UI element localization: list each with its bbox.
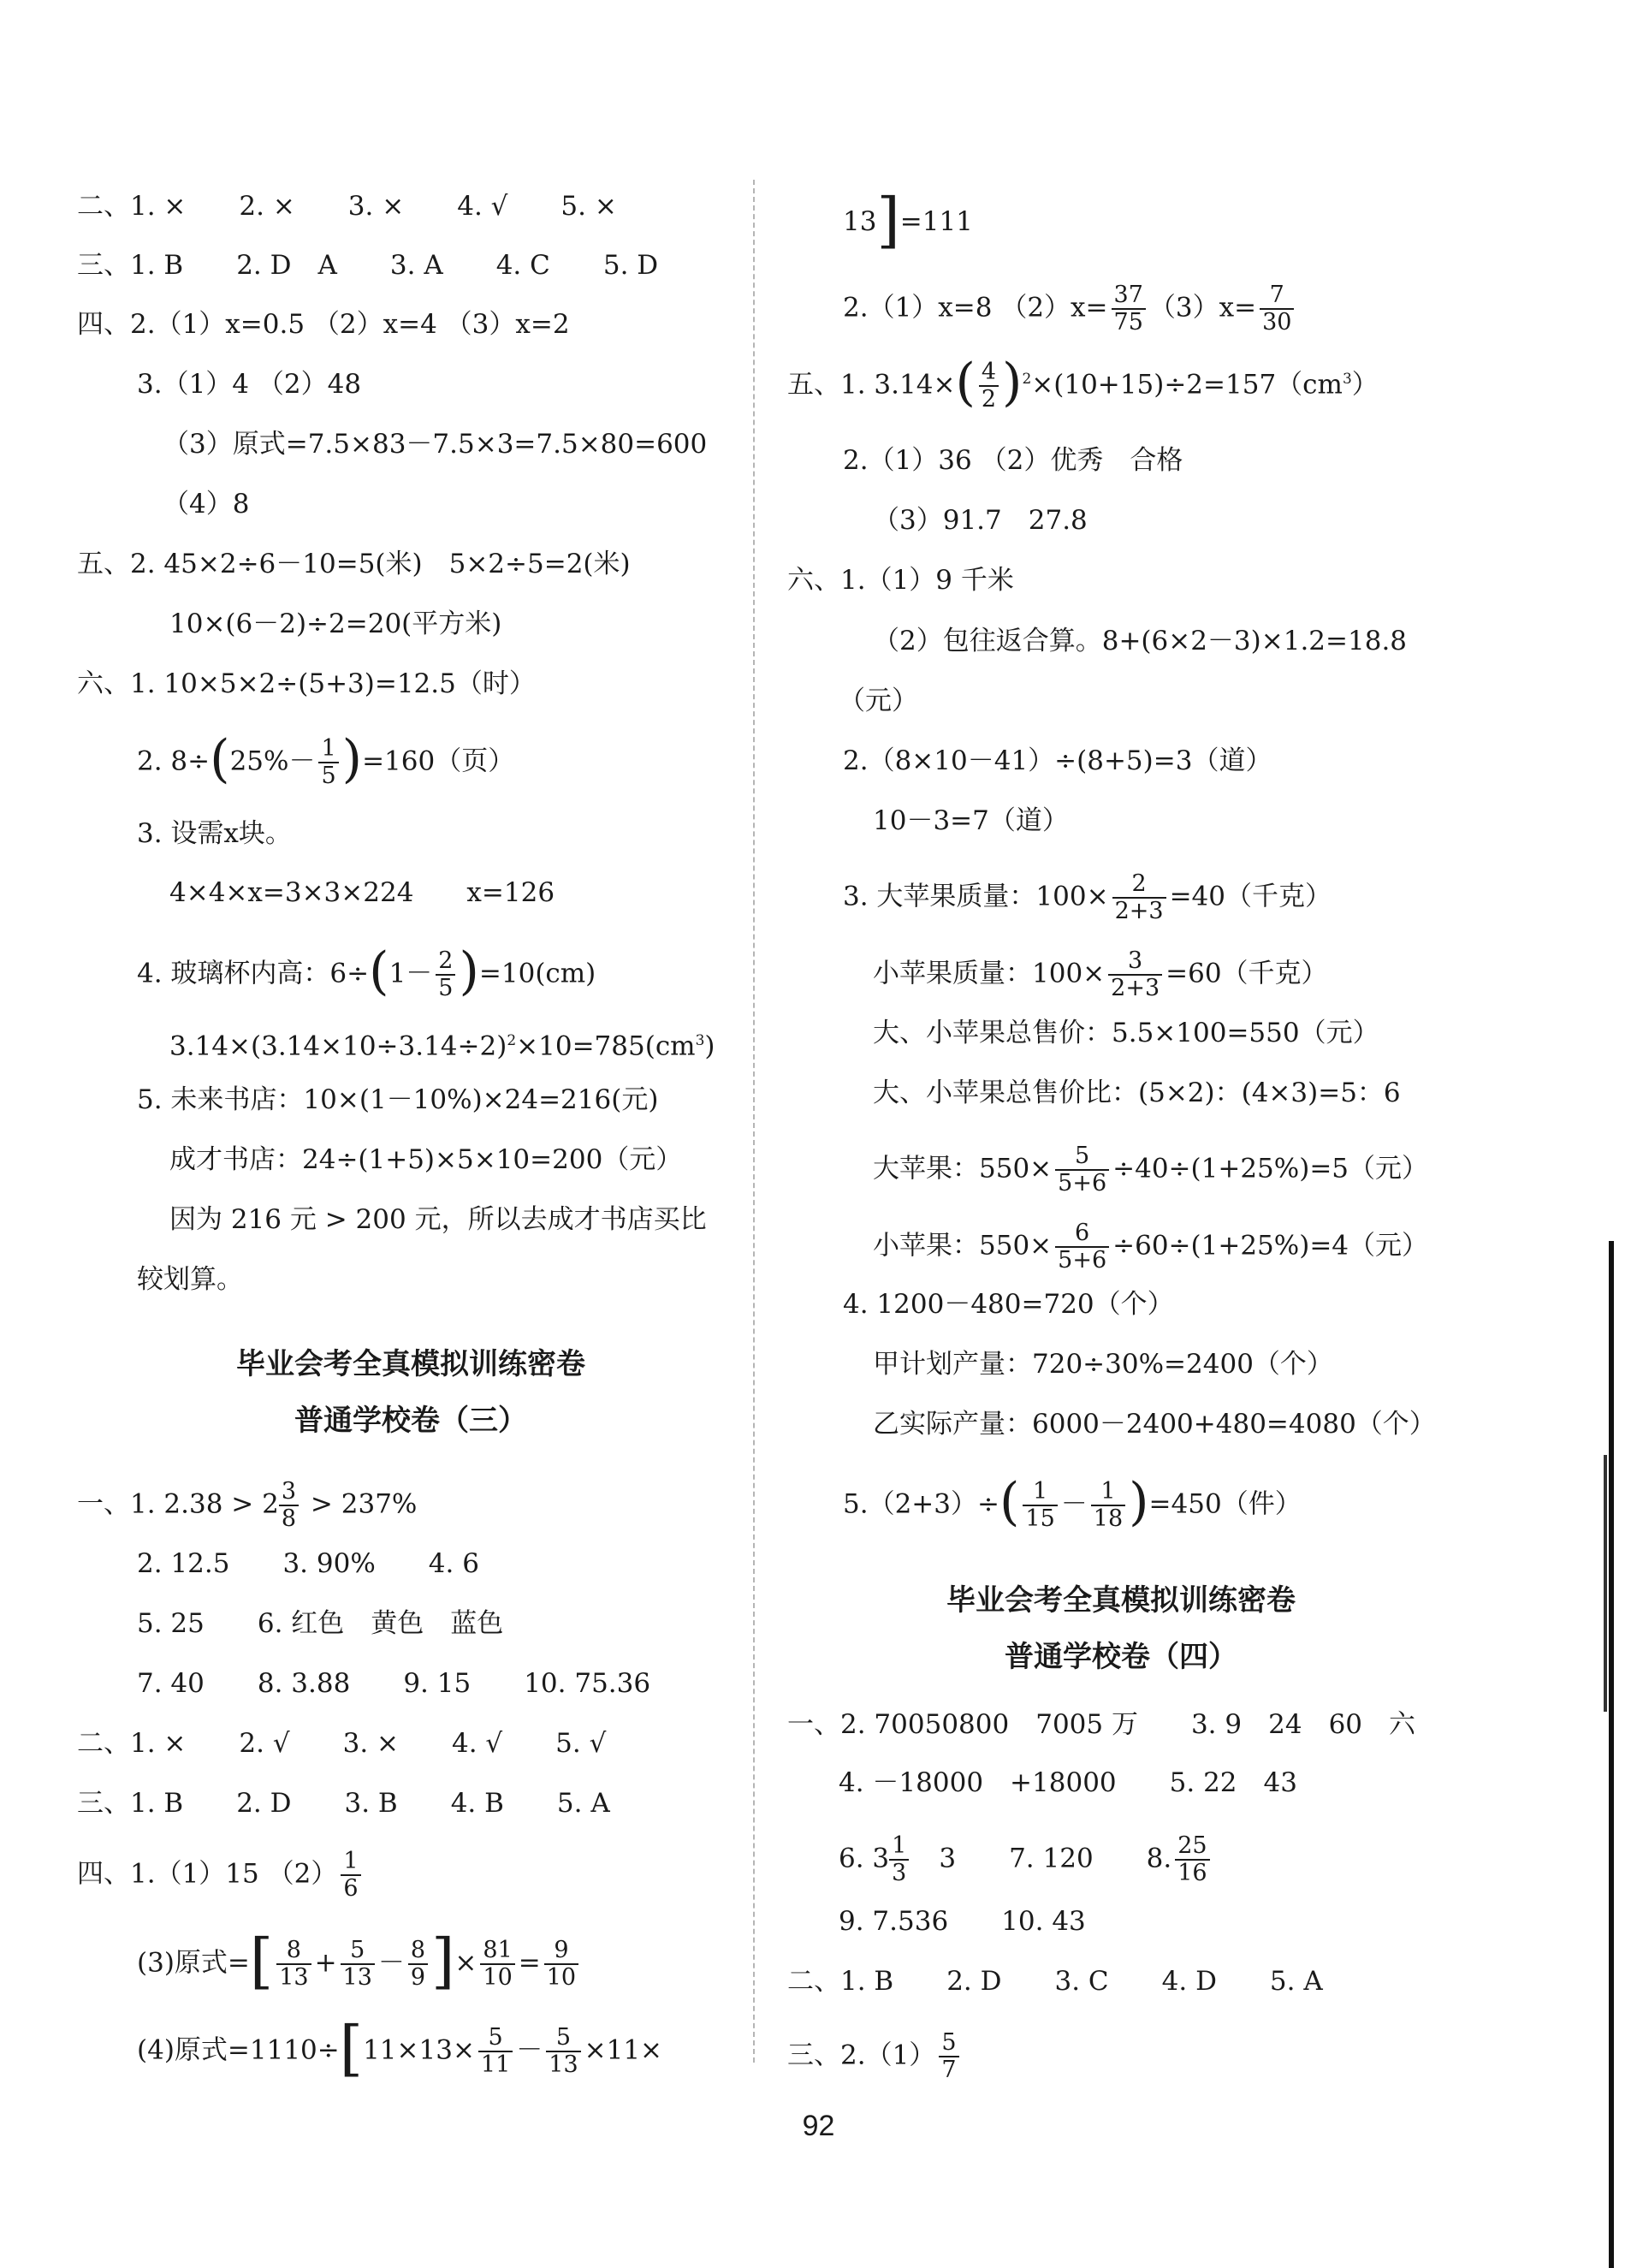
numerator: 4 bbox=[979, 359, 999, 387]
text: 3 7. 120 8. bbox=[912, 1843, 1172, 1874]
text: =111 bbox=[899, 206, 973, 237]
answer-line: 3.（1）4 （2）48 bbox=[137, 369, 362, 400]
text: ） bbox=[1351, 369, 1379, 401]
numerator: 81 bbox=[480, 1938, 514, 1965]
section-subheading: 普通学校卷（四） bbox=[1005, 1640, 1237, 1674]
bracket: ] bbox=[876, 184, 900, 255]
answer-line: 4. －18000 +18000 5. 22 43 bbox=[839, 1767, 1297, 1798]
denominator: 3 bbox=[892, 1860, 907, 1886]
answer-line bbox=[137, 729, 515, 789]
text: > 237% bbox=[302, 1488, 418, 1520]
answer-line bbox=[787, 2030, 963, 2083]
text: 小苹果质量：100× bbox=[873, 958, 1106, 989]
answer-line: 甲计划产量：720÷30%=2400（个） bbox=[873, 1349, 1333, 1380]
denominator: 10 bbox=[483, 1964, 513, 1991]
section-heading: 毕业会考全真模拟训练密卷 bbox=[946, 1583, 1296, 1618]
text: (3)原式= bbox=[137, 1947, 250, 1979]
answer-line bbox=[843, 282, 1297, 335]
paren: ( bbox=[210, 729, 230, 789]
numerator: 1 bbox=[1091, 1479, 1125, 1506]
answer-line bbox=[873, 948, 1328, 1001]
bracket: ] bbox=[431, 1926, 455, 1996]
answer-line: 2. 12.5 3. 90% 4. 6 bbox=[137, 1548, 479, 1579]
numerator: 37 bbox=[1112, 282, 1146, 310]
answer-line: （4）8 bbox=[163, 489, 250, 520]
answer-line: 2.（1）36 （2）优秀 合格 bbox=[843, 445, 1183, 476]
answer-line: 一、2. 70050800 7005 万 3. 9 24 60 六 bbox=[787, 1709, 1416, 1740]
text: 2. 8÷ bbox=[137, 745, 211, 777]
answer-line: 六、1.（1）9 千米 bbox=[787, 565, 1014, 596]
text: （3）x= bbox=[1148, 292, 1257, 324]
text: ×(10+15)÷2=157（cm bbox=[1031, 369, 1343, 401]
paren: ( bbox=[369, 941, 389, 1001]
text: 大苹果：550× bbox=[873, 1153, 1053, 1184]
scan-edge-shadow bbox=[1609, 1241, 1614, 2268]
answer-line: 成才书店：24÷(1+5)×5×10=200（元） bbox=[169, 1144, 683, 1175]
paren: ) bbox=[1002, 353, 1023, 413]
answer-line: (4)原式=1110÷[11×13× $\frac{5}{11}$ － $\frac{5}{13}$ ×11× bbox=[137, 2013, 663, 2083]
numerator: 9 bbox=[544, 1938, 578, 1965]
answer-line: 7. 40 8. 3.88 9. 15 10. 75.36 bbox=[137, 1668, 651, 1699]
denominator: 6 bbox=[343, 1875, 359, 1902]
answer-line: (3)原式=[ $\frac{8}{13}$ + $\frac{5}{13}$ － $\frac{8}{9}$ ]× $\frac{81}{10}$ = $\frac{9}{10}$ bbox=[137, 1938, 582, 1991]
answer-line: 四、2.（1）x=0.5 （2）x=4 （3）x=2 bbox=[77, 309, 570, 340]
numerator: 5 bbox=[341, 1938, 375, 1965]
fraction bbox=[1175, 1833, 1209, 1886]
text: 5.（2+3）÷ bbox=[843, 1488, 999, 1520]
answer-line bbox=[787, 353, 1379, 413]
fraction bbox=[279, 1479, 299, 1532]
answer-line: （元） bbox=[839, 686, 918, 716]
paren: ) bbox=[459, 941, 479, 1001]
text: 小苹果：550× bbox=[873, 1230, 1053, 1262]
denominator: 9 bbox=[410, 1964, 426, 1991]
answer-line: 10×(6－2)÷2=20(平方米) bbox=[169, 609, 502, 639]
fraction bbox=[1023, 1479, 1057, 1532]
fraction bbox=[318, 736, 338, 789]
fraction bbox=[1091, 1479, 1125, 1532]
denominator: 5+6 bbox=[1058, 1170, 1107, 1196]
text: 6. 3 bbox=[839, 1843, 890, 1874]
text: 五、1. 3.14× bbox=[787, 369, 956, 401]
fraction bbox=[436, 948, 455, 1001]
fraction bbox=[341, 1849, 360, 1902]
answer-line bbox=[843, 871, 1332, 924]
numerator: 1 bbox=[341, 1849, 360, 1876]
scan-edge-shadow bbox=[1604, 1455, 1607, 1712]
denominator: 7 bbox=[941, 2057, 957, 2083]
denominator: 2+3 bbox=[1114, 898, 1164, 924]
answer-line: （3）原式=7.5×83－7.5×3=7.5×80=600 bbox=[163, 429, 708, 460]
fraction bbox=[341, 1938, 375, 1991]
text: 4. 玻璃杯内高：6÷ bbox=[137, 958, 370, 989]
answer-line: 三、1. B 2. D 3. B 4. B 5. A bbox=[77, 1788, 610, 1819]
text: (4)原式=1110÷ bbox=[137, 2034, 340, 2066]
denominator: 11 bbox=[480, 2051, 511, 2078]
text: 1－ bbox=[388, 958, 433, 989]
text: 3. 大苹果质量：100× bbox=[843, 881, 1109, 912]
text: 11×13× bbox=[363, 2034, 475, 2066]
text: =10(cm) bbox=[478, 958, 596, 989]
denominator: 75 bbox=[1113, 309, 1143, 335]
text: =40（千克） bbox=[1169, 881, 1332, 912]
numerator: 5 bbox=[1055, 1143, 1109, 1171]
exponent: 3 bbox=[1342, 371, 1352, 389]
text: 一、1. 2.38 > 2 bbox=[77, 1488, 279, 1520]
bracket: [ bbox=[339, 2013, 364, 2083]
denominator: 5 bbox=[321, 763, 336, 789]
section-heading: 毕业会考全真模拟训练密卷 bbox=[236, 1347, 585, 1381]
answer-line: 二、1. × 2. √ 3. × 4. √ 5. √ bbox=[77, 1728, 607, 1759]
denominator: 8 bbox=[281, 1505, 297, 1532]
answer-line: 五、2. 45×2÷6－10=5(米) 5×2÷5=2(米) bbox=[77, 549, 631, 579]
fraction bbox=[979, 359, 999, 413]
fraction bbox=[1112, 871, 1166, 924]
answer-line: 大、小苹果总售价比：(5×2)：(4×3)=5：6 bbox=[873, 1078, 1401, 1108]
denominator: 2+3 bbox=[1111, 975, 1160, 1001]
text: ×11× bbox=[584, 2034, 663, 2066]
denominator: 15 bbox=[1025, 1505, 1055, 1532]
answer-line bbox=[77, 1849, 365, 1902]
answer-line bbox=[839, 1833, 1213, 1886]
numerator: 1 bbox=[889, 1833, 909, 1861]
answer-line: 10－3=7（道） bbox=[873, 805, 1069, 836]
text: 13 bbox=[843, 206, 877, 237]
answer-line: 二、1. B 2. D 3. C 4. D 5. A bbox=[787, 1966, 1323, 1997]
answer-line bbox=[843, 184, 973, 255]
numerator: 2 bbox=[1112, 871, 1166, 899]
answer-line: （2）包往返合算。8+(6×2－3)×1.2=18.8 bbox=[873, 626, 1408, 656]
paren: ( bbox=[999, 1472, 1020, 1532]
denominator: 13 bbox=[549, 2051, 578, 2078]
numerator: 25 bbox=[1175, 1833, 1209, 1861]
text: ÷40÷(1+25%)=5（元） bbox=[1112, 1153, 1429, 1184]
answer-line: 2.（8×10－41）÷(8+5)=3（道） bbox=[843, 745, 1272, 776]
answer-line: 二、1. × 2. × 3. × 4. √ 5. × bbox=[77, 191, 617, 222]
text: ×10=785(cm bbox=[516, 1030, 696, 1062]
denominator: 5 bbox=[438, 975, 454, 1001]
paren: ) bbox=[1129, 1472, 1149, 1532]
fraction bbox=[546, 2025, 580, 2078]
text: 四、1.（1）15 （2） bbox=[77, 1858, 338, 1890]
fraction bbox=[276, 1938, 311, 1991]
answer-line bbox=[873, 1143, 1428, 1196]
text: =450（件） bbox=[1148, 1488, 1302, 1520]
denominator: 10 bbox=[546, 1964, 577, 1991]
answer-line bbox=[137, 941, 596, 1001]
bracket: [ bbox=[249, 1926, 274, 1996]
fraction bbox=[1055, 1143, 1109, 1196]
paren: ( bbox=[955, 353, 976, 413]
fraction bbox=[1112, 282, 1146, 335]
text: 2.（1）x=8 （2）x= bbox=[843, 292, 1108, 324]
paren: ) bbox=[341, 729, 363, 789]
numerator: 5 bbox=[478, 2025, 513, 2052]
denominator: 13 bbox=[279, 1964, 309, 1991]
answer-line: 乙实际产量：6000－2400+480=4080（个） bbox=[873, 1409, 1436, 1440]
answer-line: 9. 7.536 10. 43 bbox=[839, 1906, 1086, 1937]
answer-line: 4×4×x=3×3×224 x=126 bbox=[169, 877, 555, 908]
numerator: 2 bbox=[436, 948, 455, 976]
denominator: 18 bbox=[1093, 1505, 1124, 1532]
text: =60（千克） bbox=[1165, 958, 1328, 989]
page-number: 92 bbox=[802, 2110, 835, 2142]
denominator: 2 bbox=[981, 386, 997, 413]
fraction bbox=[1108, 948, 1162, 1001]
numerator: 7 bbox=[1260, 282, 1294, 310]
numerator: 1 bbox=[1023, 1479, 1057, 1506]
answer-line: 六、1. 10×5×2÷(5+3)=12.5（时） bbox=[77, 668, 536, 699]
answer-line: 5. 25 6. 红色 黄色 蓝色 bbox=[137, 1608, 504, 1639]
denominator: 16 bbox=[1177, 1860, 1207, 1886]
fraction bbox=[480, 1938, 514, 1991]
answer-line: 因为 216 元 > 200 元，所以去成才书店买比 bbox=[169, 1204, 707, 1235]
numerator: 5 bbox=[939, 2030, 958, 2057]
text: ) bbox=[704, 1030, 715, 1062]
exponent: 2 bbox=[1022, 371, 1032, 389]
fraction bbox=[1260, 282, 1294, 335]
numerator: 5 bbox=[546, 2025, 580, 2052]
denominator: 5+6 bbox=[1058, 1247, 1107, 1274]
answer-line: 大、小苹果总售价：5.5×100=550（元） bbox=[873, 1018, 1379, 1048]
text: ÷60÷(1+25%)=4（元） bbox=[1112, 1230, 1429, 1262]
answer-line bbox=[873, 1220, 1428, 1274]
answer-line bbox=[77, 1479, 417, 1532]
answer-line: （3）91.7 27.8 bbox=[873, 505, 1088, 536]
answer-line: 较划算。 bbox=[137, 1264, 243, 1295]
text: 25%－ bbox=[229, 745, 316, 777]
numerator: 3 bbox=[1108, 948, 1162, 976]
answer-line: 5. 未来书店：10×(1－10%)×24=216(元) bbox=[137, 1084, 659, 1115]
numerator: 8 bbox=[276, 1938, 311, 1965]
denominator: 13 bbox=[342, 1964, 372, 1991]
answer-line: 4. 1200－480=720（个） bbox=[843, 1289, 1174, 1320]
numerator: 1 bbox=[318, 736, 338, 763]
answer-line: 三、1. B 2. D A 3. A 4. C 5. D bbox=[77, 250, 659, 281]
text: 3.14×(3.14×10÷3.14÷2) bbox=[169, 1030, 507, 1062]
fraction bbox=[889, 1833, 909, 1886]
numerator: 6 bbox=[1055, 1220, 1109, 1248]
fraction bbox=[408, 1938, 428, 1991]
denominator: 30 bbox=[1262, 309, 1292, 335]
answer-line: 3. 设需x块。 bbox=[137, 818, 292, 849]
numerator: 3 bbox=[279, 1479, 299, 1506]
fraction bbox=[939, 2030, 958, 2083]
text: =160（页） bbox=[362, 745, 515, 777]
fraction bbox=[478, 2025, 513, 2078]
fraction bbox=[1055, 1220, 1109, 1274]
numerator: 8 bbox=[408, 1938, 428, 1965]
column-divider bbox=[753, 180, 755, 2063]
text: 三、2.（1） bbox=[787, 2039, 936, 2071]
fraction bbox=[544, 1938, 578, 1991]
answer-line: $3.14\times(3.14\times 10\div 3.14\div 2)^2\times 10=785(cm^3)$ bbox=[169, 1030, 715, 1062]
answer-line: 5.（2+3）÷( $\frac{1}{15}$ － $\frac{1}{18}$ )=450（件） bbox=[843, 1472, 1302, 1532]
section-subheading: 普通学校卷（三） bbox=[294, 1404, 527, 1438]
